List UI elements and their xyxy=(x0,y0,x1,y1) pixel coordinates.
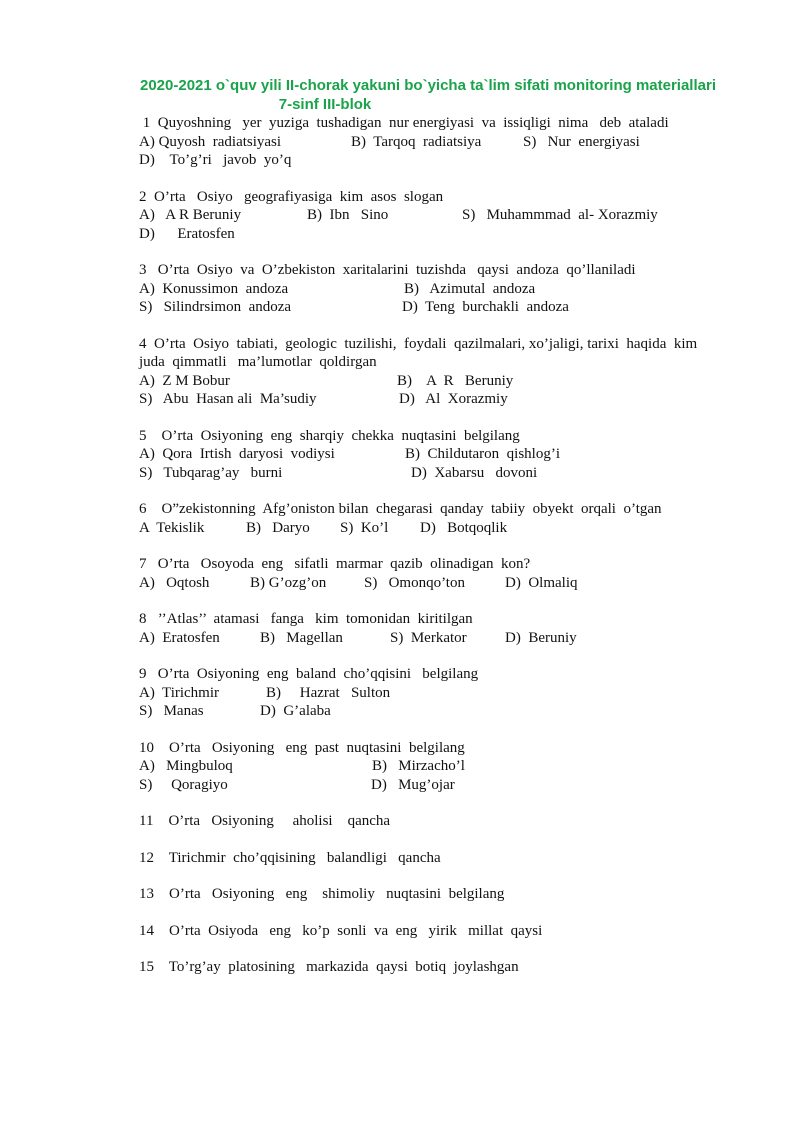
options-row-2 xyxy=(139,225,739,244)
question-7 xyxy=(139,555,739,592)
option-b: B) G’ozg’on xyxy=(250,574,327,591)
question-10 xyxy=(139,739,739,795)
question-1 xyxy=(139,114,739,170)
option-d: D) Olmaliq xyxy=(505,574,578,591)
option-a: A Tekislik xyxy=(139,519,205,536)
option-a: A) Eratosfen xyxy=(139,629,220,646)
option-a: A) A R Beruniy xyxy=(139,207,242,223)
option-s: S) Nur energiyasi xyxy=(523,133,640,150)
option-s: S) Tubqarag’ay burni xyxy=(139,464,283,481)
option-s: S) Omonqo’ton xyxy=(364,574,465,591)
option-s: S) Ko’l xyxy=(340,519,389,536)
option-d: D) Beruniy xyxy=(505,629,577,646)
options-row-1 xyxy=(139,684,739,703)
option-d: D) Botqoqlik xyxy=(420,519,508,536)
options-row-1 xyxy=(139,629,739,648)
option-a: A) Quyosh radiatsiyasi xyxy=(139,133,282,150)
options-row-2 xyxy=(139,464,739,483)
option-a: A) Tirichmir xyxy=(139,684,220,701)
option-b: B) Tarqoq radiatsiya xyxy=(351,133,482,150)
option-b: B) Magellan xyxy=(260,629,343,646)
question-text: 14 O’rta Osiyoda eng ko’p sonli va eng yirik millat qaysi xyxy=(139,922,543,939)
option-s: S) Manas xyxy=(139,703,204,719)
question-8 xyxy=(139,610,739,647)
option-b: B) Daryo xyxy=(246,519,310,536)
option-d: D) Xabarsu dovoni xyxy=(411,464,538,481)
question-text: 8 ’’Atlas’’ atamasi fanga kim tomonidan kiritilgan xyxy=(139,611,473,627)
question-text: 6 O”zekistonning Afg’oniston bilan chegarasi qanday tabiiy obyekt orqali o’tgan xyxy=(139,501,662,517)
question-6 xyxy=(139,500,739,537)
option-a: A) Mingbuloq xyxy=(139,758,233,774)
option-a: A) Oqtosh xyxy=(139,574,210,591)
options-row-2 xyxy=(139,298,739,317)
option-a: A) Qora Irtish daryosi vodiysi xyxy=(139,446,335,462)
question-text: 2 O’rta Osiyo geografiyasiga kim asos slogan xyxy=(139,188,444,205)
question-text-continued: juda qimmatli ma’lumotlar qoldirgan xyxy=(139,354,377,370)
option-d: D) Al Xorazmiy xyxy=(399,391,508,407)
question-12 xyxy=(139,849,739,868)
options-row-1 xyxy=(139,133,739,152)
option-s: S) Abu Hasan ali Ma’sudiy xyxy=(139,391,317,407)
options-row-1 xyxy=(139,757,739,776)
option-d: D) To’g’ri javob yo’q xyxy=(139,152,292,168)
question-13 xyxy=(139,885,739,904)
option-a: A) Konussimon andoza xyxy=(139,280,289,297)
question-2 xyxy=(139,188,739,244)
page-subtitle: 7-sinf III-blok xyxy=(278,96,372,113)
option-b: B) A R Beruniy xyxy=(397,372,514,389)
question-text: 10 O’rta Osiyoning eng past nuqtasini belgilang xyxy=(139,739,465,756)
options-row-2 xyxy=(139,151,739,170)
options-row-1 xyxy=(139,519,739,538)
option-d: D) Mug’ojar xyxy=(371,776,455,793)
options-row-1 xyxy=(139,206,739,225)
option-d: D) Eratosfen xyxy=(139,225,235,242)
question-text: 11 O’rta Osiyoning aholisi qancha xyxy=(139,813,391,829)
options-row-1 xyxy=(139,372,739,391)
option-d: D) Teng burchakli andoza xyxy=(402,299,569,315)
option-s: S) Qoragiyo xyxy=(139,776,228,793)
option-a: A) Z M Bobur xyxy=(139,372,230,389)
question-15 xyxy=(139,958,739,977)
option-s: S) Muhammmad al- Xorazmiy xyxy=(462,207,658,223)
options-row-1 xyxy=(139,280,739,299)
option-b: B) Hazrat Sulton xyxy=(266,684,391,701)
option-b: B) Childutaron qishlog’i xyxy=(405,446,560,462)
question-text: 4 O’rta Osiyo tabiati, geologic tuzilishi, foydali qazilmalari, xo’jaligi, tarixi haqida kim xyxy=(139,335,698,352)
question-text: 1 Quyoshning yer yuziga tushadigan nur energiyasi va issiqligi nima deb ataladi xyxy=(139,115,669,131)
question-5 xyxy=(139,427,739,483)
question-text: 15 To’rg’ay platosining markazida qaysi botiq joylashgan xyxy=(139,959,519,975)
question-text: 7 O’rta Osoyoda eng sifatli marmar qazib olinadigan kon? xyxy=(139,556,531,572)
option-s: S) Silindrsimon andoza xyxy=(139,299,292,315)
questions-list xyxy=(139,114,739,995)
option-s: S) Merkator xyxy=(390,629,467,646)
options-row-2 xyxy=(139,390,739,409)
question-14 xyxy=(139,922,739,941)
option-b: B) Azimutal andoza xyxy=(404,280,536,297)
question-text: 5 O’rta Osiyoning eng sharqiy chekka nuqtasini belgilang xyxy=(139,427,520,444)
option-d: D) G’alaba xyxy=(260,703,331,719)
question-3 xyxy=(139,261,739,317)
question-9 xyxy=(139,665,739,721)
question-text: 9 O’rta Osiyoning eng baland cho’qqisini belgilang xyxy=(139,666,479,682)
question-4 xyxy=(139,335,739,409)
options-row-2 xyxy=(139,702,739,721)
question-11 xyxy=(139,812,739,831)
option-b: B) Mirzacho’l xyxy=(372,758,465,774)
question-text: 12 Tirichmir cho’qqisining balandligi qancha xyxy=(139,849,441,866)
options-row-1 xyxy=(139,574,739,593)
question-text: 3 O’rta Osiyo va O’zbekiston xaritalarini tuzishda qaysi andoza qo’llaniladi xyxy=(139,262,636,278)
page-title: 2020-2021 o`quv yili II-chorak yakuni bo`yicha ta`lim sifati monitoring materiallari xyxy=(139,77,716,94)
question-text: 13 O’rta Osiyoning eng shimoliy nuqtasini belgilang xyxy=(139,886,505,902)
option-b: B) Ibn Sino xyxy=(307,207,389,223)
options-row-2 xyxy=(139,776,739,795)
options-row-1 xyxy=(139,445,739,464)
